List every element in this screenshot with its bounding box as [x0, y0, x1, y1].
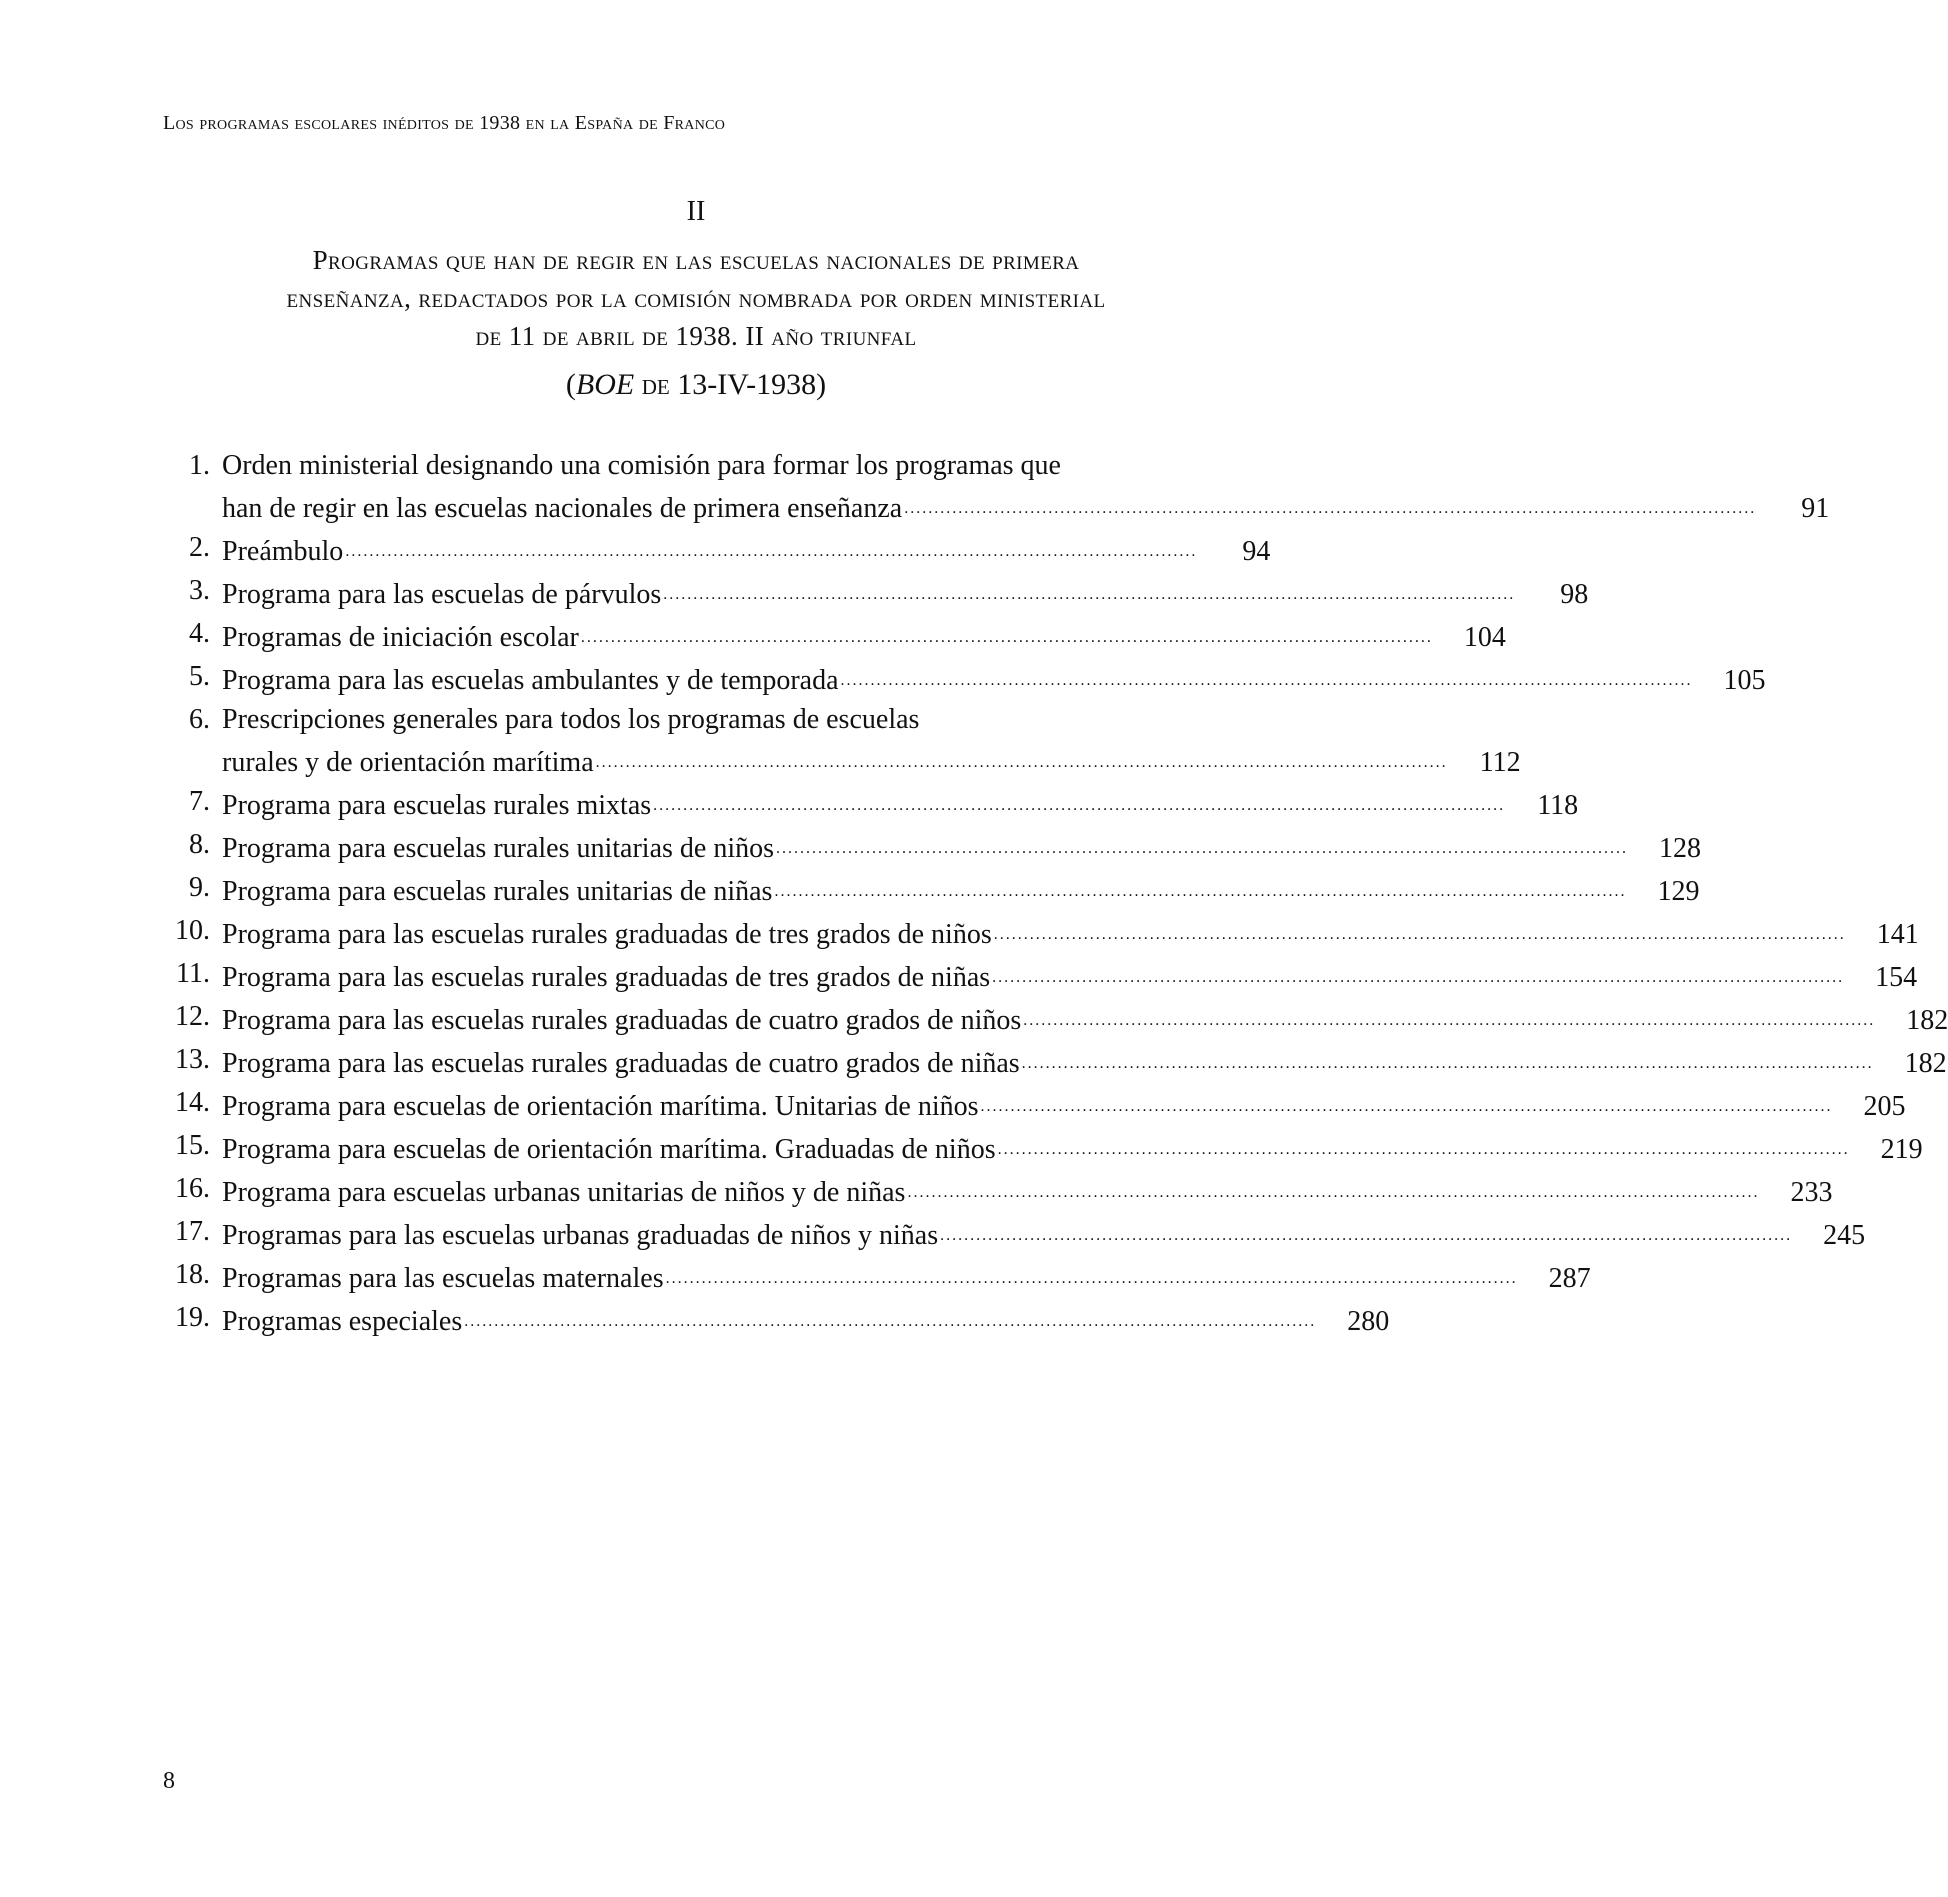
toc-entry — [158, 997, 1948, 1040]
dot-leader — [907, 1169, 1756, 1212]
toc-entry-line — [222, 825, 1702, 868]
toc-entry-title: Programas especiales — [222, 1306, 463, 1337]
toc-entry — [158, 1298, 1390, 1341]
toc-entry-line — [222, 528, 1271, 571]
dot-leader — [776, 825, 1625, 868]
toc-entry-page: 219 — [1880, 1134, 1923, 1165]
toc-entry-line — [222, 1169, 1833, 1212]
toc-entry-page: 129 — [1657, 876, 1700, 907]
toc-entry-body — [222, 1040, 1947, 1083]
running-header: Los programas escolares inéditos de 1938 en la España de Franco — [163, 112, 726, 134]
toc-entry-number: 11. — [176, 958, 210, 989]
dot-leader — [596, 739, 1445, 782]
toc-entry-page: 141 — [1876, 919, 1919, 950]
toc-entry-body — [222, 657, 1766, 700]
toc-entry-title: Programa para las escuelas rurales graduadas de cuatro grados de niñas — [222, 1048, 1020, 1079]
toc-entry-line — [222, 1126, 1923, 1169]
toc-entry-title: Programa para escuelas rurales unitarias de niñas — [222, 876, 773, 907]
toc-entry-body — [222, 1083, 1906, 1126]
toc-entry-number: 3. — [189, 575, 210, 606]
toc-entry-body — [222, 911, 1919, 954]
dot-leader — [904, 485, 1753, 528]
toc-entry — [158, 825, 1702, 868]
toc-entry-body — [222, 614, 1506, 657]
toc-entry-body — [222, 997, 1948, 1040]
dot-leader — [994, 911, 1843, 954]
toc-entry-number: 13. — [175, 1044, 210, 1075]
section-numeral: II — [686, 196, 706, 227]
toc-entry — [158, 657, 1766, 700]
toc-entry-body — [222, 1255, 1591, 1298]
toc-entry-body — [222, 1298, 1390, 1341]
toc-entry-page: 112 — [1479, 747, 1521, 778]
toc-entry-number: 4. — [189, 618, 210, 649]
table-of-contents — [158, 446, 1948, 1341]
toc-entry-number: 17. — [175, 1216, 210, 1247]
toc-entry — [158, 1255, 1591, 1298]
toc-entry-line — [222, 614, 1506, 657]
toc-entry-body — [222, 571, 1589, 614]
toc-entry-body — [222, 825, 1702, 868]
toc-entry-page: 182 — [1904, 1048, 1947, 1079]
toc-entry — [158, 1169, 1833, 1212]
toc-entry-line — [222, 739, 1521, 782]
section-title-line: Programas que han de regir en las escuelas nacionales de primera — [312, 245, 1080, 275]
toc-entry — [158, 446, 1830, 528]
source-open-paren: ( — [565, 368, 576, 401]
dot-leader — [1022, 1040, 1871, 1083]
toc-entry-title: Programa para escuelas rurales mixtas — [222, 790, 652, 821]
dot-leader — [774, 868, 1623, 911]
toc-entry-title: Programas para las escuelas urbanas graduadas de niños y niñas — [222, 1220, 939, 1251]
toc-entry-page: 280 — [1347, 1306, 1390, 1337]
toc-entry — [158, 614, 1506, 657]
toc-entry-line — [222, 657, 1766, 700]
dot-leader — [992, 954, 1841, 997]
section-title — [163, 241, 1229, 355]
toc-entry-body — [222, 446, 1830, 528]
toc-entry-line — [222, 954, 1918, 997]
toc-entry-number: 5. — [189, 661, 210, 692]
toc-entry-number: 6. — [189, 704, 210, 735]
toc-entry-body — [222, 1126, 1923, 1169]
toc-entry — [158, 954, 1918, 997]
source-date: 13-IV-1938) — [677, 368, 827, 401]
toc-entry-page: 154 — [1875, 962, 1918, 993]
toc-entry — [158, 1040, 1947, 1083]
toc-entry-number: 1. — [189, 450, 210, 481]
dot-leader — [841, 657, 1690, 700]
dot-leader — [940, 1212, 1789, 1255]
toc-entry-title: Programa para las escuelas de párvulos — [222, 579, 662, 610]
toc-entry-page: 205 — [1863, 1091, 1906, 1122]
toc-entry-page: 118 — [1537, 790, 1579, 821]
source-de: de — [634, 368, 678, 401]
toc-entry-title: Programa para escuelas urbanas unitarias de niños y de niñas — [222, 1177, 906, 1208]
toc-entry-title: Preámbulo — [222, 536, 344, 567]
toc-entry-line — [222, 868, 1700, 911]
toc-entry-page: 233 — [1790, 1177, 1833, 1208]
toc-entry-line — [222, 782, 1579, 825]
toc-entry-page: 91 — [1801, 493, 1830, 524]
toc-entry-page: 128 — [1659, 833, 1702, 864]
toc-entry-body — [222, 700, 1521, 782]
toc-entry — [158, 868, 1700, 911]
toc-entry-number: 10. — [175, 915, 210, 946]
dot-leader — [464, 1298, 1313, 1341]
toc-entry-body — [222, 954, 1918, 997]
toc-entry-title: Programa para las escuelas rurales graduadas de cuatro grados de niños — [222, 1005, 1022, 1036]
toc-entry-number: 8. — [189, 829, 210, 860]
toc-entry-body — [222, 1212, 1866, 1255]
dot-leader — [666, 1255, 1515, 1298]
toc-entry-title: Programa para escuelas rurales unitarias de niños — [222, 833, 775, 864]
toc-entry-number: 14. — [175, 1087, 210, 1118]
toc-entry-number: 15. — [175, 1130, 210, 1161]
toc-entry — [158, 700, 1521, 782]
toc-entry-title-first-line: Orden ministerial designando una comisión para formar los programas que — [222, 450, 1061, 481]
toc-entry-body — [222, 528, 1271, 571]
toc-entry-title: rurales y de orientación marítima — [222, 747, 594, 778]
toc-entry-line — [222, 1255, 1591, 1298]
toc-entry-title: Programa para las escuelas ambulantes y de temporada — [222, 665, 839, 696]
toc-entry-number: 16. — [175, 1173, 210, 1204]
toc-entry — [158, 1083, 1906, 1126]
toc-entry — [158, 1212, 1866, 1255]
toc-entry — [158, 911, 1919, 954]
toc-entry-body — [222, 782, 1579, 825]
dot-leader — [581, 614, 1430, 657]
toc-entry-page: 182 — [1906, 1005, 1948, 1036]
toc-entry-number: 7. — [189, 786, 210, 817]
toc-entry-line — [222, 1298, 1390, 1341]
dot-leader — [663, 571, 1512, 614]
toc-entry-line — [222, 997, 1948, 1040]
toc-entry-title-first-line: Prescripciones generales para todos los programas de escuelas — [222, 704, 920, 735]
toc-entry — [158, 571, 1589, 614]
toc-entry-line — [222, 485, 1830, 528]
toc-entry-page: 94 — [1242, 536, 1271, 567]
toc-entry-body — [222, 868, 1700, 911]
toc-entry-page: 104 — [1463, 622, 1506, 653]
toc-entry-page: 105 — [1723, 665, 1766, 696]
toc-entry-title: han de regir en las escuelas nacionales de primera enseñanza — [222, 493, 903, 524]
toc-entry-number: 12. — [175, 1001, 210, 1032]
toc-entry — [158, 1126, 1923, 1169]
toc-entry-title: Programa para escuelas de orientación marítima. Graduadas de niños — [222, 1134, 996, 1165]
section-title-line: enseñanza, redactados por la comisión nombrada por orden ministerial — [286, 283, 1106, 313]
toc-entry-body — [222, 1169, 1833, 1212]
toc-entry-title: Programa para las escuelas rurales graduadas de tres grados de niñas — [222, 962, 991, 993]
section-heading — [163, 195, 1229, 405]
toc-entry — [158, 782, 1579, 825]
toc-entry-line — [222, 1212, 1866, 1255]
toc-entry-page: 245 — [1823, 1220, 1866, 1251]
toc-entry-number: 19. — [175, 1302, 210, 1333]
toc-entry-line — [222, 571, 1589, 614]
dot-leader — [981, 1083, 1830, 1126]
toc-entry-line — [222, 1040, 1947, 1083]
section-source — [163, 365, 1229, 405]
dot-leader — [345, 528, 1194, 571]
toc-entry-title: Programas de iniciación escolar — [222, 622, 579, 653]
toc-entry-number: 18. — [175, 1259, 210, 1290]
section-title-line: de 11 de abril de 1938. II año triunfal — [475, 321, 917, 351]
toc-entry-number: 2. — [189, 532, 210, 563]
source-boe: BOE — [575, 368, 635, 401]
dot-leader — [1023, 997, 1872, 1040]
toc-entry-page: 287 — [1548, 1263, 1591, 1294]
dot-leader — [998, 1126, 1847, 1169]
toc-entry-title: Programa para escuelas de orientación marítima. Unitarias de niños — [222, 1091, 979, 1122]
toc-entry-number: 9. — [189, 872, 210, 903]
toc-entry-title: Programa para las escuelas rurales graduadas de tres grados de niños — [222, 919, 992, 950]
toc-entry-page: 98 — [1560, 579, 1589, 610]
dot-leader — [653, 782, 1502, 825]
toc-entry-line — [222, 911, 1919, 954]
page-number: 8 — [163, 1768, 175, 1794]
toc-entry-line — [222, 1083, 1906, 1126]
toc-entry — [158, 528, 1271, 571]
toc-entry-title: Programas para las escuelas maternales — [222, 1263, 664, 1294]
